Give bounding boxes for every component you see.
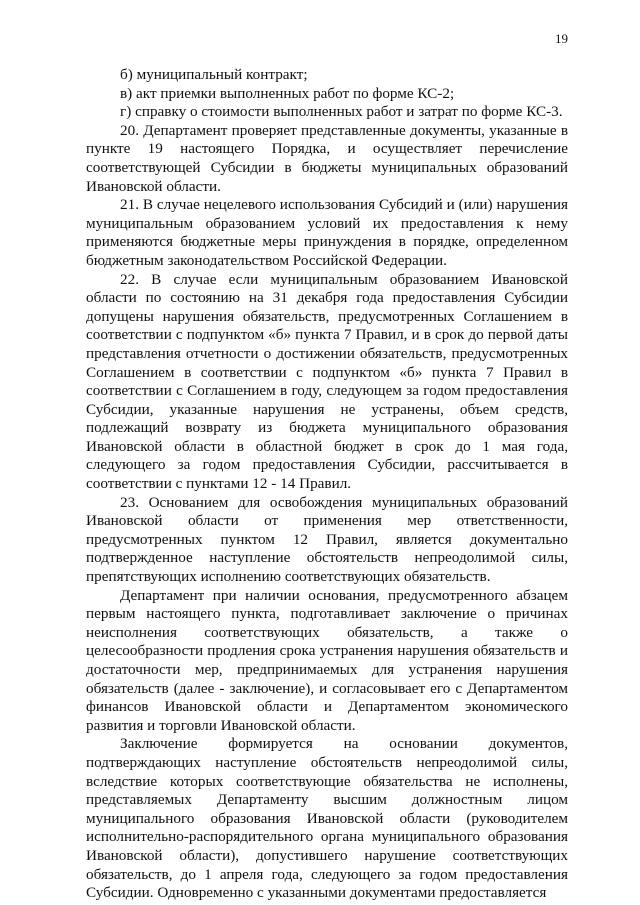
paragraph-20: 20. Департамент проверяет представленные документы, указанные в пункте 19 настоящего Порядка, и осуществляет перечисление соответствующей Субсидии в бюджеты муниципальных образований Ивановской области. — [86, 121, 568, 195]
page-body — [86, 66, 568, 903]
paragraph-item-v: в) акт приемки выполненных работ по форме КС-2; — [120, 84, 455, 102]
paragraph-23-department: Департамент при наличии основания, предусмотренного абзацем первым настоящего пункта, подготавливает заключение о причинах неисполнения соответствующих обязательств, а также о целесообразности продления срока устранения нарушения обязательств и достаточности мер, предпринимаемых для устранения нарушения обязательств (далее - заключение), и согласовывает его с Департаментом финансов Ивановской области и Департаментом экономического развития и торговли Ивановской области. — [86, 586, 568, 734]
page-number: 19 — [555, 31, 568, 46]
paragraph-22: 22. В случае если муниципальным образованием Ивановской области по состоянию на 31 декабря года предоставления Субсидии допущены нарушения обязательств, предусмотренных Соглашением в соответствии с подпунктом «б» пункта 7 Правил, и в срок до первой даты представления отчетности о достижении обязательств, предусмотренных Соглашением в соответствии с подпунктом «б» пункта 7 Правил в соответствии с Соглашением в году, следующем за годом предоставления Субсидии, указанные нарушения не устранены, объем средств, подлежащий возврату из бюджета муниципального образования Ивановской области в областной бюджет в срок до 1 мая года, следующего за годом предоставления Субсидии, рассчитывается в соответствии с пунктами 12 - 14 Правил. — [86, 270, 568, 493]
paragraph-21: 21. В случае нецелевого использования Субсидий и (или) нарушения муниципальным образованием условий их предоставления к нему применяются бюджетные меры принуждения в порядке, определенном бюджетным законодательством Российской Федерации. — [86, 196, 568, 269]
paragraph-item-b: б) муниципальный контракт; — [120, 66, 308, 83]
paragraph-23-conclusion: Заключение формируется на основании документов, подтверждающих наступление обстоятельств непреодолимой силы, вследствие которых соответствующие обязательства не исполнены, представляемых Департаменту высшим должностным лицом муниципального образования Ивановской области (руководителем исполнительно-распорядительного органа муниципального образования Ивановской области), допустившего нарушение соответствующих обязательств, до 1 апреля года, следующего за годом предоставления Субсидии. Одновременно с указанными документами предоставляется — [86, 735, 568, 902]
paragraph-item-g: г) справку о стоимости выполненных работ и затрат по форме КС-3. — [120, 103, 563, 121]
paragraph-23: 23. Основанием для освобождения муниципальных образований Ивановской области от применения мер ответственности, предусмотренных пунктом 12 Правил, является документально подтвержденное наступление обстоятельств непреодолимой силы, препятствующих исполнению соответствующих обязательств. — [86, 493, 568, 586]
